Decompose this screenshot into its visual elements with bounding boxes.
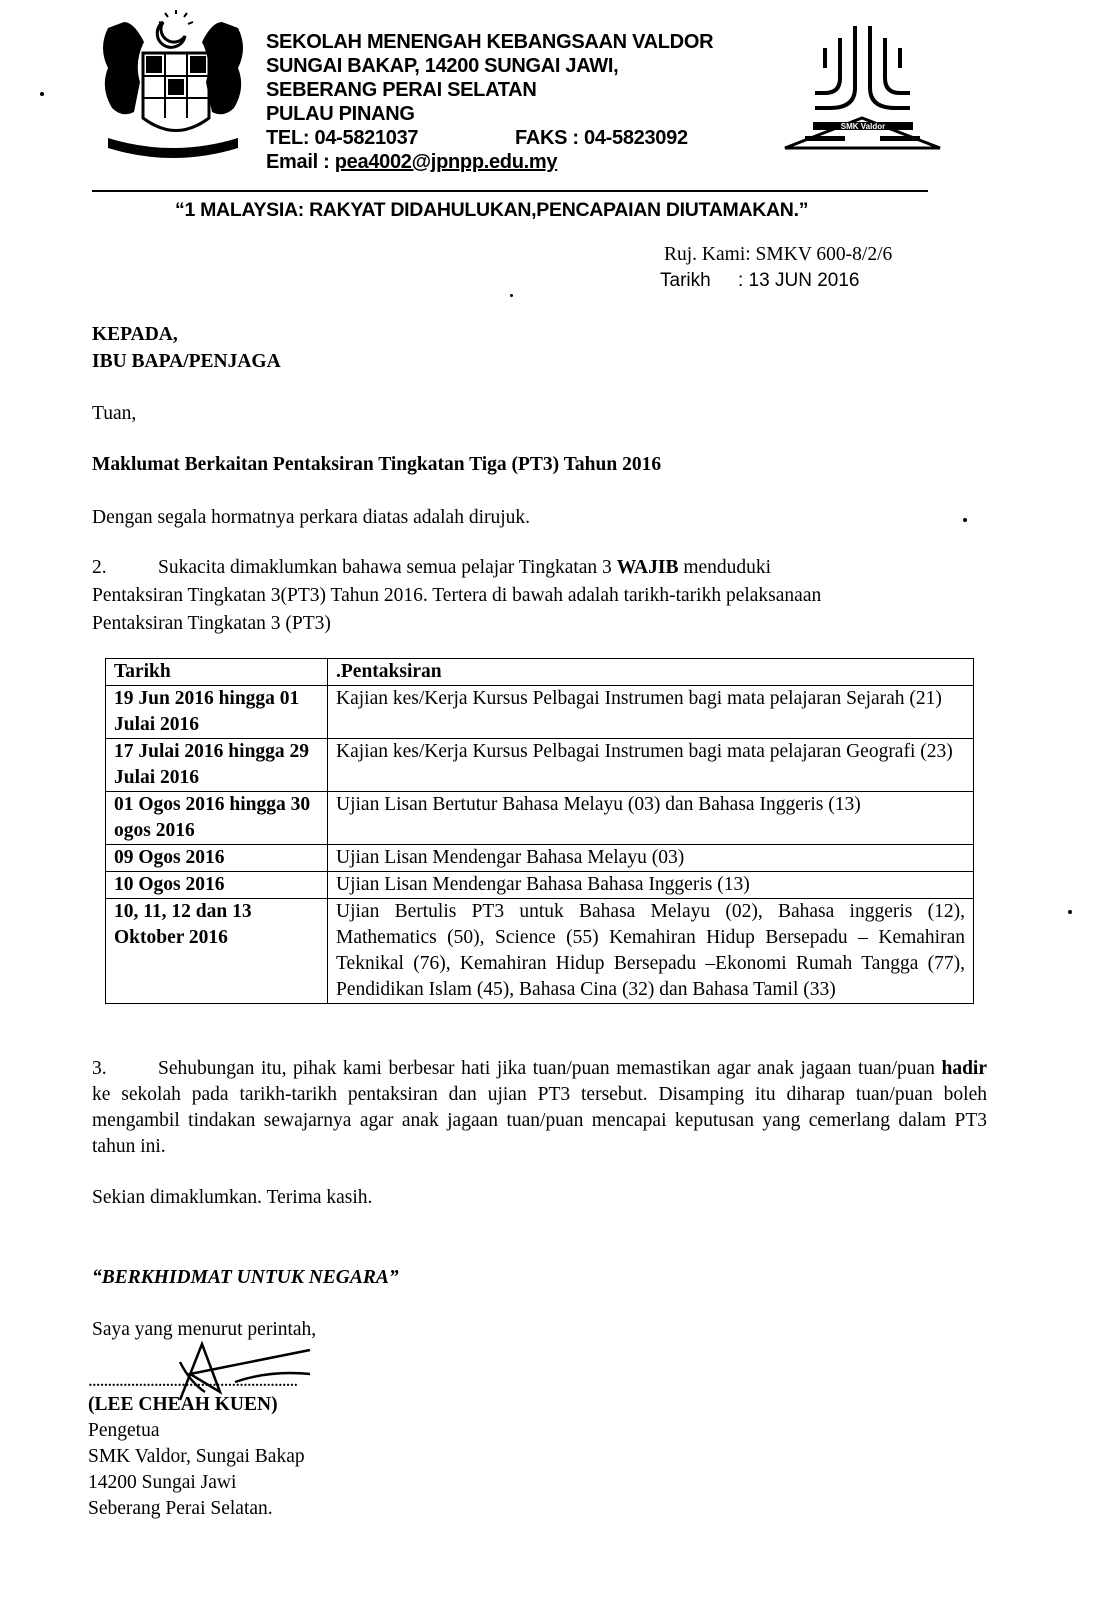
table-row — [106, 686, 974, 739]
row-date: 10 Ogos 2016 — [106, 872, 328, 899]
address-line-3: PULAU PINANG — [266, 103, 415, 125]
closing: Sekian dimaklumkan. Terima kasih. — [92, 1187, 373, 1208]
email-line — [266, 150, 557, 174]
paragraph-3-number: 3. — [92, 1058, 107, 1079]
row-assessment: Kajian kes/Kerja Kursus Pelbagai Instrumen bagi mata pelajaran Geografi (23) — [328, 739, 974, 792]
row-date: 01 Ogos 2016 hingga 30 ogos 2016 — [106, 792, 328, 845]
signatory-address-2: 14200 Sungai Jawi — [88, 1472, 237, 1493]
signatory-address-3: Seberang Perai Selatan. — [88, 1498, 273, 1519]
row-date: 17 Julai 2016 hingga 29 Julai 2016 — [106, 739, 328, 792]
recipient-line-2: IBU BAPA/PENJAGA — [92, 351, 281, 372]
header-divider — [92, 190, 928, 192]
row-assessment: Kajian kes/Kerja Kursus Pelbagai Instrumen bagi mata pelajaran Sejarah (21) — [328, 686, 974, 739]
paragraph-2-emphasis: WAJIB — [616, 557, 679, 578]
paragraph-3-text-a: Sehubungan itu, pihak kami berbesar hati jika tuan/puan memastikan agar anak jagaan tuan/puan — [158, 1058, 942, 1079]
motto: “BERKHIDMAT UNTUK NEGARA” — [92, 1267, 399, 1288]
date-value: : 13 JUN 2016 — [738, 270, 860, 291]
row-date: 09 Ogos 2016 — [106, 845, 328, 872]
paragraph-3-text-b: ke sekolah pada tarikh-tarikh pentaksiran dan ujian PT3 tersebut. Disamping itu diharap tuan/puan boleh mengambil tindakan sewajarnya agar anak jagaan tuan/puan mencapai keputusan yang cemerlang dalam PT3 tahun ini. — [92, 1084, 987, 1157]
signatory-title: Pengetua — [88, 1420, 160, 1441]
table-row — [106, 792, 974, 845]
paragraph-2-line-3: Pentaksiran Tingkatan 3 (PT3) — [92, 613, 331, 634]
reference-value: SMKV 600-8/2/6 — [755, 244, 893, 265]
paragraph-2-text-b: menduduki — [678, 557, 772, 578]
address-line-1: SUNGAI BAKAP, 14200 SUNGAI JAWI, — [266, 55, 619, 77]
table-header-row — [106, 659, 974, 686]
table-row — [106, 845, 974, 872]
signatory-address-1: SMK Valdor, Sungai Bakap — [88, 1446, 305, 1467]
scan-speck — [963, 518, 967, 522]
table-row — [106, 739, 974, 792]
paragraph-1: Dengan segala hormatnya perkara diatas adalah dirujuk. — [92, 507, 531, 528]
fax: FAKS : 04-5823092 — [515, 127, 688, 149]
row-date: 19 Jun 2016 hingga 01 Julai 2016 — [106, 686, 328, 739]
school-name: SEKOLAH MENENGAH KEBANGSAAN VALDOR — [266, 31, 714, 53]
date-label: Tarikh — [660, 270, 711, 291]
paragraph-2-text-a: Sukacita dimaklumkan bahawa semua pelajar Tingkatan 3 — [158, 557, 617, 578]
table-row — [106, 899, 974, 1004]
paragraph-2-line-2: Pentaksiran Tingkatan 3(PT3) Tahun 2016. Tertera di bawah adalah tarikh-tarikh pelaksanaan — [92, 585, 822, 606]
reference-line — [664, 242, 892, 268]
subject: Maklumat Berkaitan Pentaksiran Tingkatan Tiga (PT3) Tahun 2016 — [92, 454, 662, 475]
email-label: Email : — [266, 151, 330, 173]
row-assessment: Ujian Lisan Mendengar Bahasa Melayu (03) — [328, 845, 974, 872]
signature-line: ...................................................... — [88, 1370, 298, 1391]
school-logo-text: SMK Valdor — [840, 122, 886, 131]
header-tarikh: Tarikh — [106, 659, 328, 686]
malaysia-coat-of-arms-emblem — [88, 8, 258, 160]
scan-speck — [510, 294, 513, 297]
address-line-2: SEBERANG PERAI SELATAN — [266, 79, 537, 101]
reference-label: Ruj. Kami: — [664, 244, 751, 265]
salutation: Tuan, — [92, 403, 137, 424]
table-row — [106, 872, 974, 899]
row-assessment: Ujian Lisan Mendengar Bahasa Bahasa Inggeris (13) — [328, 872, 974, 899]
recipient-line-1: KEPADA, — [92, 324, 178, 345]
paragraph-3-emphasis: hadir — [941, 1058, 987, 1079]
signatory-name: (LEE CHEAH KUEN) — [88, 1394, 278, 1415]
paragraph-2-line-1 — [92, 555, 972, 581]
row-date: 10, 11, 12 dan 13 Oktober 2016 — [106, 899, 328, 1004]
telephone: TEL: 04-5821037 — [266, 127, 419, 149]
row-assessment: Ujian Bertulis PT3 untuk Bahasa Melayu (02), Bahasa inggeris (12), Mathematics (50), Science (55) Kemahiran Hidup Bersepadu – Kemahiran Teknikal (76), Kemahiran Hidup Bersepadu –Ekonomi Rumah Tangga (77), Pendidikan Islam (45), Bahasa Cina (32) dan Bahasa Tamil (33) — [328, 899, 974, 1004]
row-assessment: Ujian Lisan Bertutur Bahasa Melayu (03) dan Bahasa Inggeris (13) — [328, 792, 974, 845]
date-line — [660, 270, 900, 292]
scan-speck — [40, 92, 44, 96]
signoff: Saya yang menurut perintah, — [92, 1319, 317, 1340]
header-pentaksiran: .Pentaksiran — [328, 659, 974, 686]
paragraph-2-number: 2. — [92, 557, 107, 578]
scan-speck — [1068, 910, 1072, 914]
slogan: “1 MALAYSIA: RAKYAT DIDAHULUKAN,PENCAPAIAN DIUTAMAKAN.” — [175, 199, 809, 221]
school-logo — [775, 18, 950, 158]
paragraph-2 — [92, 555, 972, 637]
schedule-table — [105, 658, 974, 1004]
email-link[interactable]: pea4002@jpnpp.edu.my — [334, 151, 558, 173]
paragraph-3 — [92, 1056, 987, 1160]
schedule-table-wrapper — [105, 658, 974, 1004]
